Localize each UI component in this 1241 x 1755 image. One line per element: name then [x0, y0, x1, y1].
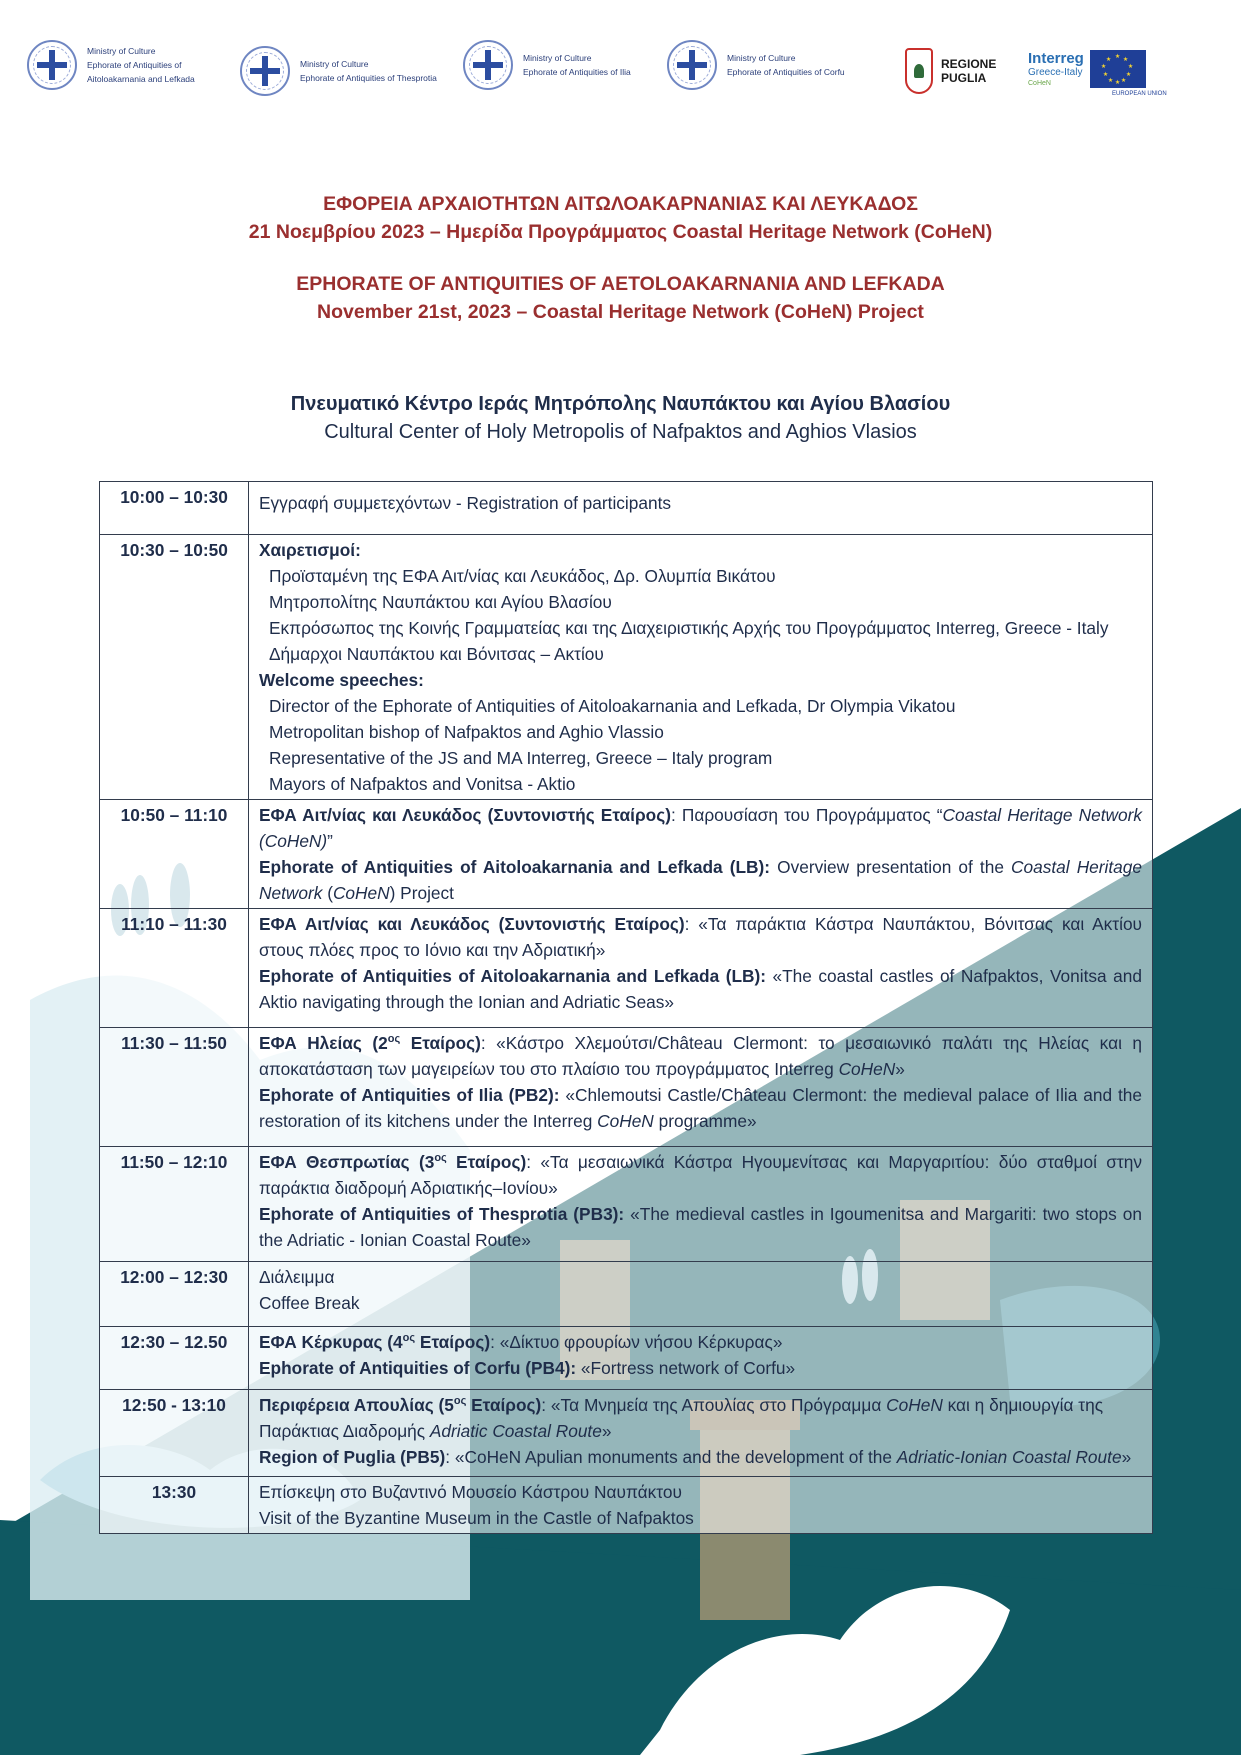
list-item: Μητροπολίτης Ναυπάκτου και Αγίου Βλασίου	[269, 592, 612, 612]
list-item: Εκπρόσωπος της Κοινής Γραμματείας και της Διαχειριστικής Αρχής του Προγράμματος Interreg, Greece - Italy	[269, 618, 1109, 638]
greek-ministry-seal-icon	[27, 40, 77, 90]
text-part: «Chlemoutsi Castle/Château Clermont: the medieval palace of Ilia and the restoration of its kitchens under the Interreg	[259, 1085, 1142, 1131]
speaker-english: Region of Puglia (PB5)	[259, 1447, 446, 1467]
logo-ephorate-ilia	[463, 40, 631, 90]
table-row	[100, 1262, 1153, 1327]
time-cell: 10:00 – 10:30	[100, 482, 249, 535]
time-cell: 13:30	[100, 1477, 249, 1534]
logo-line: Aitoloakarnania and Lefkada	[87, 74, 195, 84]
session-cell	[249, 1327, 1153, 1390]
greek-description	[259, 1149, 1142, 1201]
text-part: : «Τα παράκτια Κάστρα Ναυπάκτου, Βόνιτσας και Ακτίου στους πλόες προς το Ιόνιο και την Αδριατική»	[259, 914, 1143, 960]
text-part: «The coastal castles of Nafpaktos, Vonitsa and Aktio navigating through the Ionian and Adriatic Seas»	[259, 966, 1142, 1012]
greek-description	[259, 1030, 1142, 1082]
time-cell: 11:30 – 11:50	[100, 1028, 249, 1147]
logo-line: Ephorate of Antiquities of Corfu	[727, 67, 845, 77]
speaker-greek: ΕΦΑ Ηλείας (2	[259, 1033, 388, 1053]
text-italic: Adriatic-Ionian Coastal Route	[896, 1447, 1122, 1467]
session-cell	[249, 1028, 1153, 1147]
speaker-english: Ephorate of Antiquities of Thesprotia (PB3):	[259, 1204, 625, 1224]
session-cell	[249, 1477, 1153, 1534]
text-part: »	[1121, 1447, 1132, 1467]
interreg-sub: Greece-Italy	[1028, 66, 1083, 78]
logo-line: Ephorate of Antiquities of Ilia	[523, 67, 631, 77]
text-part: : «CoHeN Apulian monuments and the development of the	[445, 1447, 897, 1467]
speaker-english: Ephorate of Antiquities of Aitoloakarnania and Lefkada (LB):	[259, 966, 767, 986]
table-row	[100, 1327, 1153, 1390]
time-cell: 12:50 - 13:10	[100, 1390, 249, 1477]
logo-ephorate-aitoloakarnania	[27, 40, 195, 90]
english-heading: Welcome speeches:	[259, 670, 424, 690]
table-row	[100, 800, 1153, 909]
text-italic: CoHeN	[886, 1395, 943, 1415]
logo-ephorate-thesprotia	[240, 46, 437, 96]
break-greek: Διάλειμμα	[259, 1267, 335, 1287]
logo-regione-puglia	[905, 48, 996, 94]
text-part: : «Τα μεσαιωνικά Κάστρα Ηγουμενίτσας και Μαργαριτίου: δύο σταθμοί στην παράκτια διαδρομή Αδριατικής–Ιονίου»	[259, 1152, 1142, 1198]
visit-english: Visit of the Byzantine Museum in the Castle of Nafpaktos	[259, 1508, 694, 1528]
eu-flag-icon: ★ ★ ★ ★ ★ ★ ★ ★ ★ ★	[1090, 50, 1146, 88]
time-cell: 11:10 – 11:30	[100, 909, 249, 1028]
venue-english: Cultural Center of Holy Metropolis of Nafpaktos and Aghios Vlasios	[324, 421, 917, 443]
table-row	[100, 1390, 1153, 1477]
ordinal-superscript: ος	[434, 1152, 447, 1165]
text-part: (	[322, 883, 333, 903]
session-cell	[249, 482, 1153, 535]
text-part: ”	[327, 831, 333, 851]
text-italic: CoHeN	[597, 1111, 654, 1131]
greek-description	[259, 802, 1142, 854]
greek-ministry-seal-icon	[667, 40, 717, 90]
ordinal-superscript: ος	[387, 1033, 401, 1046]
speaker-greek: ΕΦΑ Αιτ/νίας και Λευκάδος (Συντονιστής Εταίρος)	[259, 914, 685, 934]
text-part: «The medieval castles in Igoumenitsa and Margariti: two stops on the Adriatic - Ionian Coastal Route»	[259, 1204, 1142, 1250]
logo-interreg	[1028, 50, 1146, 88]
english-description	[259, 1201, 1142, 1253]
text-part: ) Project	[389, 883, 454, 903]
speaker-greek: ΕΦΑ Θεσπρωτίας (3	[259, 1152, 435, 1172]
speaker-english: Ephorate of Antiquities of Ilia (PB2):	[259, 1085, 560, 1105]
speaker-greek-role: Εταίρος)	[415, 1332, 491, 1352]
text-part: »	[601, 1421, 612, 1441]
puglia-line: PUGLIA	[941, 71, 987, 85]
text-part: : «Δίκτυο φρουρίων νήσου Κέρκυρας»	[490, 1332, 783, 1352]
speaker-greek: ΕΦΑ Κέρκυρας (4	[259, 1332, 403, 1352]
interreg-name: Interreg	[1028, 49, 1084, 67]
greek-description	[259, 1392, 1142, 1444]
text-italic: Adriatic Coastal Route	[429, 1421, 602, 1441]
greek-heading: Χαιρετισμοί:	[259, 540, 361, 560]
list-item: Mayors of Nafpaktos and Vonitsa - Aktio	[269, 774, 576, 794]
list-item: Προϊσταμένη της ΕΦΑ Αιτ/νίας και Λευκάδος, Δρ. Ολυμπία Βικάτου	[269, 566, 776, 586]
text-italic: Coastal Heritage Network	[259, 857, 1143, 903]
session-cell	[249, 1390, 1153, 1477]
speaker-english: Ephorate of Antiquities of Aitoloakarnania and Lefkada (LB):	[259, 857, 771, 877]
english-description	[259, 854, 1142, 906]
speaker-greek-role: Εταίρος)	[400, 1033, 481, 1053]
eu-label: EUROPEAN UNION	[1112, 91, 1167, 97]
ordinal-superscript: ος	[402, 1332, 416, 1345]
text-italic: Coastal Heritage Network (CoHeN)	[259, 805, 1142, 851]
text-italic: CoHeN	[332, 883, 390, 903]
logo-line: Ministry of Culture	[87, 46, 156, 56]
text-part: : Παρουσίαση του Προγράμματος “	[670, 805, 943, 825]
english-description	[259, 1355, 1142, 1381]
table-row	[100, 1028, 1153, 1147]
table-row	[100, 1147, 1153, 1262]
english-description	[259, 963, 1142, 1015]
session-cell	[249, 1147, 1153, 1262]
time-cell: 10:50 – 11:10	[100, 800, 249, 909]
text-part: Overview presentation of the	[770, 857, 1012, 877]
text-part: : «Τα Μνημεία της Απουλίας στο Πρόγραμμα	[541, 1395, 887, 1415]
speaker-greek-role: Εταίρος)	[446, 1152, 527, 1172]
title-english: EPHORATE OF ANTIQUITIES OF AETOLOAKARNANIA AND LEFKADA	[296, 273, 945, 295]
header-logos	[0, 40, 1241, 110]
speaker-english: Ephorate of Antiquities of Corfu (PB4):	[259, 1358, 577, 1378]
table-row	[100, 482, 1153, 535]
session-cell	[249, 535, 1153, 800]
break-english: Coffee Break	[259, 1293, 360, 1313]
puglia-shield-icon	[905, 48, 933, 94]
session-cell	[249, 800, 1153, 909]
session-cell	[249, 1262, 1153, 1327]
program-table	[99, 481, 1153, 1534]
subtitle-english: November 21st, 2023 – Coastal Heritage Network (CoHeN) Project	[317, 301, 924, 323]
puglia-line: REGIONE	[941, 57, 997, 71]
time-cell: 12:00 – 12:30	[100, 1262, 249, 1327]
text-part: «Fortress network of Corfu»	[576, 1358, 796, 1378]
table-row	[100, 909, 1153, 1028]
text-part: : «Κάστρο Χλεμούτσι/Château Clermont: το μεσαιωνικό παλάτι της Ηλείας και η αποκατάσταση των μαγειρείων του στο πλαίσιο του προγράμματος Interreg	[259, 1033, 1143, 1079]
speaker-greek: Περιφέρεια Απουλίας (5	[259, 1395, 454, 1415]
venue	[0, 390, 1241, 446]
speaker-greek-role: Εταίρος)	[466, 1395, 542, 1415]
time-cell: 10:30 – 10:50	[100, 535, 249, 800]
logo-line: Ministry of Culture	[300, 59, 369, 69]
text-italic: CoHeN	[838, 1059, 896, 1079]
time-cell: 11:50 – 12:10	[100, 1147, 249, 1262]
time-cell: 12:30 – 12.50	[100, 1327, 249, 1390]
ordinal-superscript: ος	[453, 1395, 467, 1408]
english-description	[259, 1082, 1142, 1134]
session-text: Εγγραφή συμμετεχόντων - Registration of participants	[259, 493, 672, 513]
greek-ministry-seal-icon	[240, 46, 290, 96]
logo-line: Ephorate of Antiquities of	[87, 60, 182, 70]
list-item: Δήμαρχοι Ναυπάκτου και Βόνιτσας – Ακτίου	[269, 644, 604, 664]
text-part: »	[895, 1059, 905, 1079]
greek-ministry-seal-icon	[463, 40, 513, 90]
greek-description	[259, 911, 1142, 963]
document-titles	[0, 190, 1241, 326]
visit-greek: Επίσκεψη στο Βυζαντινό Μουσείο Κάστρου Ναυπάκτου	[259, 1482, 682, 1502]
session-cell	[249, 909, 1153, 1028]
text-part: και η δημιουργία της Παράκτιας Διαδρομής	[259, 1395, 1104, 1441]
logo-line: Ministry of Culture	[727, 53, 796, 63]
speaker-greek: ΕΦΑ Αιτ/νίας και Λευκάδος (Συντονιστής Εταίρος)	[259, 805, 671, 825]
logo-line: Ministry of Culture	[523, 53, 592, 63]
venue-greek: Πνευματικό Κέντρο Ιεράς Μητρόπολης Ναυπάκτου και Αγίου Βλασίου	[290, 393, 951, 415]
logo-line: Ephorate of Antiquities of Thesprotia	[300, 73, 437, 83]
english-description	[259, 1444, 1142, 1470]
text-part: programme»	[653, 1111, 757, 1131]
subtitle-greek: 21 Νοεμβρίου 2023 – Ημερίδα Προγράμματος Coastal Heritage Network (CoHeN)	[248, 221, 993, 243]
greek-description	[259, 1329, 1142, 1355]
list-item: Representative of the JS and MA Interreg, Greece – Italy program	[269, 748, 773, 768]
table-row	[100, 1477, 1153, 1534]
list-item: Director of the Ephorate of Antiquities of Aitoloakarnania and Lefkada, Dr Olympia Vikatou	[269, 696, 956, 716]
interreg-tag: CoHeN	[1028, 79, 1051, 87]
title-greek: ΕΦΟΡΕΙΑ ΑΡΧΑΙΟΤΗΤΩΝ ΑΙΤΩΛΟΑΚΑΡΝΑΝΙΑΣ ΚΑΙ ΛΕΥΚΑΔΟΣ	[323, 193, 918, 215]
table-row	[100, 535, 1153, 800]
list-item: Metropolitan bishop of Nafpaktos and Aghio Vlassio	[269, 722, 664, 742]
logo-ephorate-corfu	[667, 40, 845, 90]
